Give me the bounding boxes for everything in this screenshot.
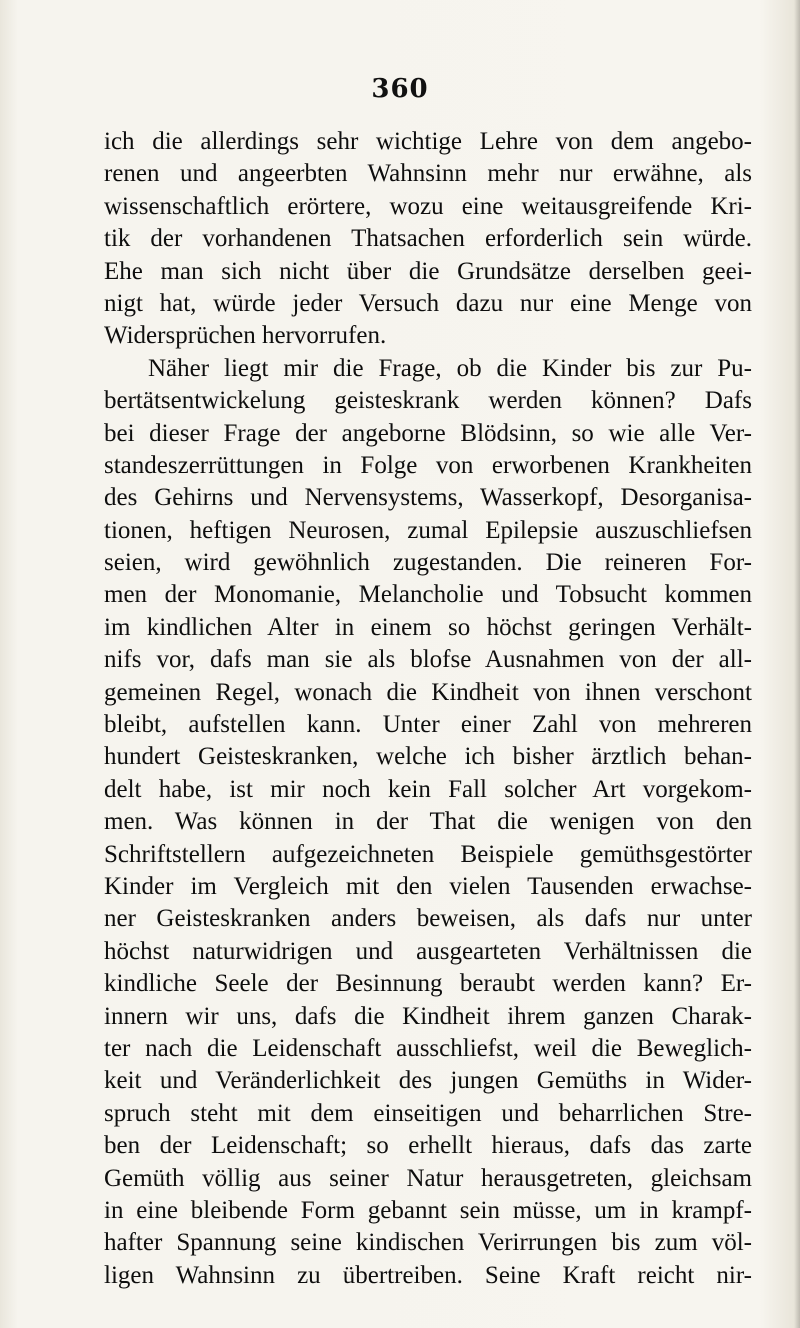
text-line: bleibt, aufstellen kann. Unter einer Zahl von mehreren [104,711,752,739]
text-line: seien, wird gewöhnlich zugestanden. Die reineren For- [104,549,752,577]
text-line: renen und angeerbten Wahnsinn mehr nur erwähne, als [104,160,752,188]
text-line: tik der vorhandenen Thatsachen erforderlich sein würde. [104,225,752,253]
text-line: ben der Leidenschaft; so erhellt hieraus, dafs das zarte [104,1132,752,1160]
text-line: des Gehirns und Nervensystems, Wasserkopf, Desorganisa- [104,484,752,512]
text-line: Schriftstellern aufgezeichneten Beispiele gemüthsgestörter [104,840,752,868]
text-line: bertätsentwickelung geisteskrank werden können? Dafs [104,387,752,415]
text-line: ter nach die Leidenschaft ausschliefst, weil die Beweglich- [104,1034,752,1062]
text-line: men der Monomanie, Melancholie und Tobsucht kommen [104,581,752,609]
text-line: men. Was können in der That die wenigen von den [104,808,752,836]
paragraph-start-line: Näher liegt mir die Frage, ob die Kinder bis zur Pu- [148,354,752,382]
page-number: 360 [371,74,429,104]
text-line: bei dieser Frage der angeborne Blödsinn, so wie alle Ver- [104,419,752,447]
text-line: keit und Veränderlichkeit des jungen Gemüths in Wider- [104,1067,752,1095]
text-line: standeszerrüttungen in Folge von erworbenen Krankheiten [104,451,752,479]
text-line: nifs vor, dafs man sie als blofse Ausnahmen von der all- [104,646,752,674]
text-line: wissenschaftlich erörtere, wozu eine weitausgreifende Kri- [104,192,752,220]
text-line: ich die allerdings sehr wichtige Lehre von dem angebo- [104,128,752,155]
text-line: spruch steht mit dem einseitigen und beharrlichen Stre- [104,1099,752,1127]
text-line: ner Geisteskranken anders beweisen, als dafs nur unter [104,905,752,933]
page-edge-shadow [794,0,800,1328]
text-line: Widersprüchen hervorrufen. [104,322,387,350]
text-line: Kinder im Vergleich mit den vielen Tausenden erwachse- [104,872,752,900]
text-line: hundert Geisteskranken, welche ich bisher ärztlich behan- [104,743,752,771]
text-line: gemeinen Regel, wonach die Kindheit von ihnen verschont [104,678,752,706]
text-line: höchst naturwidrigen und ausgearteten Verhältnissen die [104,937,752,965]
text-line: innern wir uns, dafs die Kindheit ihrem ganzen Charak- [104,1002,752,1030]
text-line: in eine bleibende Form gebannt sein müsse, um in krampf- [104,1196,752,1224]
body-text [104,126,752,1292]
text-line: ligen Wahnsinn zu übertreiben. Seine Kraft reicht nir- [104,1261,752,1289]
text-line: nigt hat, würde jeder Versuch dazu nur eine Menge von [104,289,752,317]
text-line: delt habe, ist mir noch kein Fall solcher Art vorgekom- [104,775,752,803]
text-line: hafter Spannung seine kindischen Verirrungen bis zum völ- [104,1229,752,1257]
text-line: kindliche Seele der Besinnung beraubt werden kann? Er- [104,970,752,998]
text-line: im kindlichen Alter in einem so höchst geringen Verhält- [104,613,752,641]
text-line: Ehe man sich nicht über die Grundsätze derselben geei- [104,257,752,285]
text-line: tionen, heftigen Neurosen, zumal Epilepsie auszuschliefsen [104,516,752,544]
text-line: Gemüth völlig aus seiner Natur herausgetreten, gleichsam [104,1164,752,1192]
